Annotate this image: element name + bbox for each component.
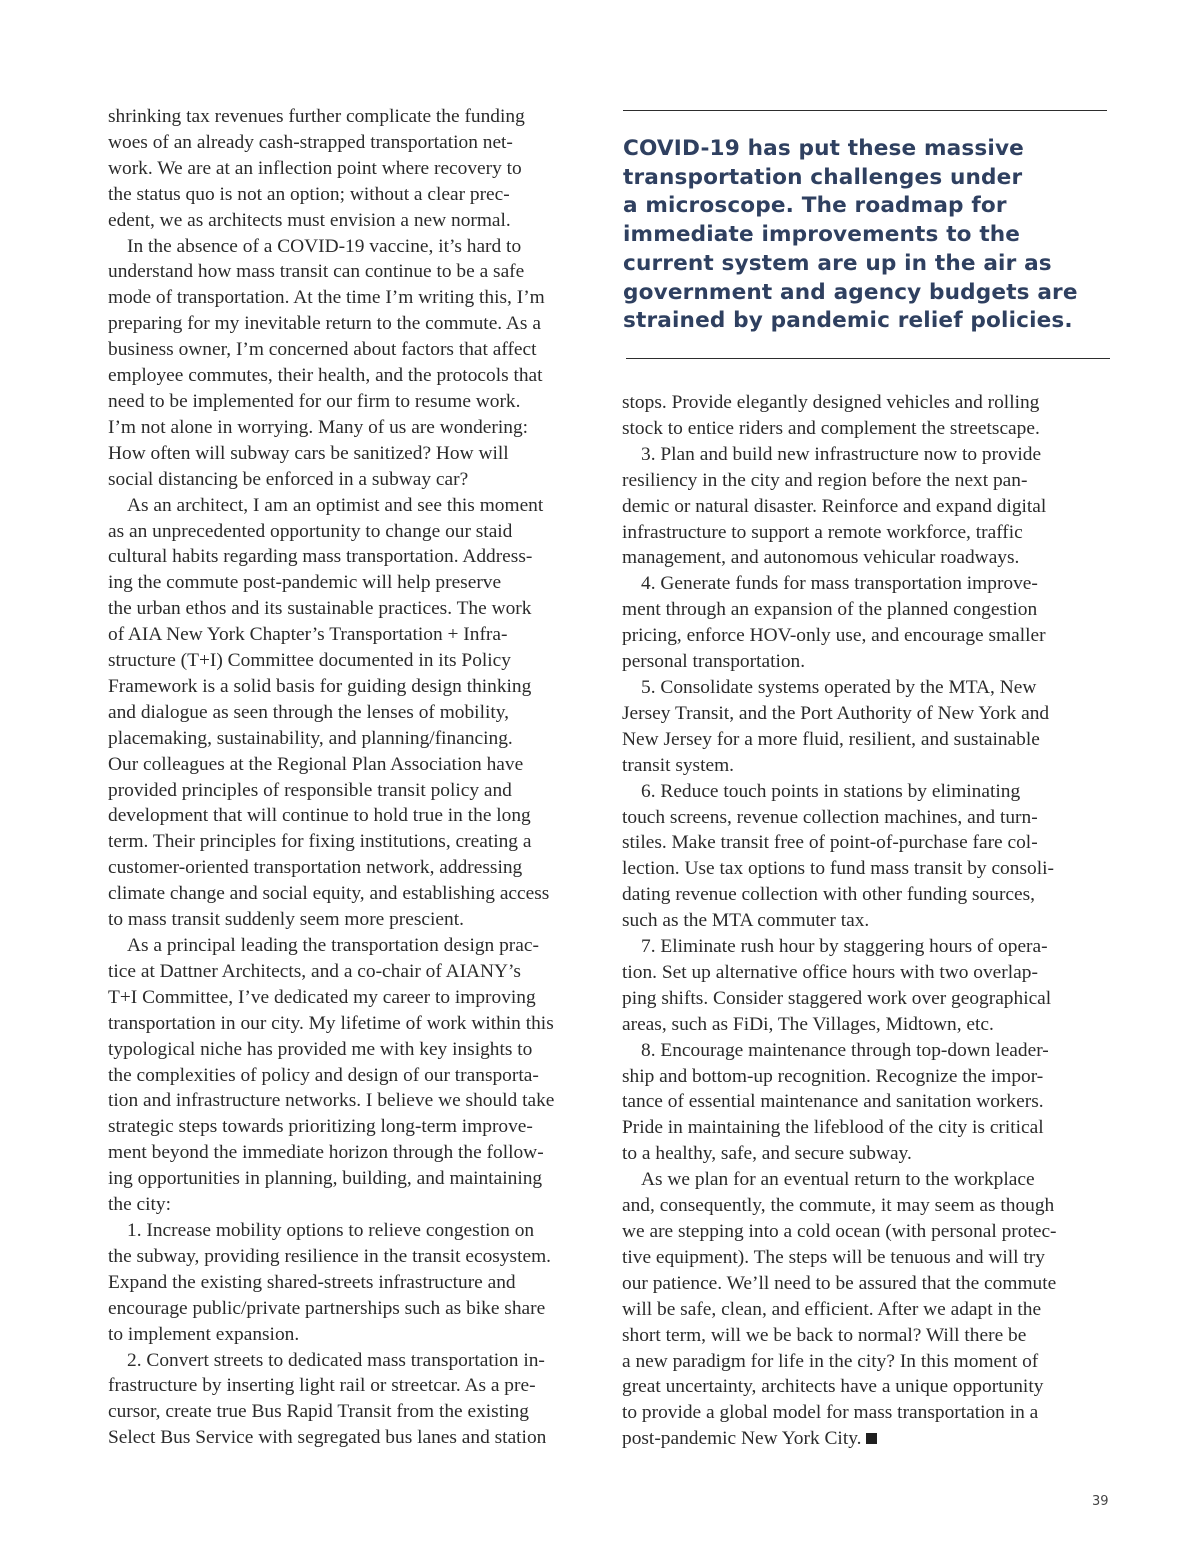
text-line: such as the MTA commuter tax. xyxy=(622,910,870,932)
text-line: cursor, create true Bus Rapid Transit from the existing xyxy=(108,1401,529,1423)
text-line: mode of transportation. At the time I’m writing this, I’m xyxy=(108,287,545,309)
text-line: provided principles of responsible transit policy and xyxy=(108,779,512,801)
text-line: climate change and social equity, and establishing access xyxy=(108,883,550,905)
text-line: to a healthy, safe, and secure subway. xyxy=(622,1143,912,1165)
text-line: we are stepping into a cold ocean (with personal protec- xyxy=(622,1221,1057,1242)
paragraph xyxy=(108,933,583,1218)
text-line: edent, we as architects must envision a new normal. xyxy=(108,209,511,231)
text-line: How often will subway cars be sanitized? How will xyxy=(108,442,509,464)
paragraph xyxy=(622,1038,1094,1168)
text-line: need to be implemented for our firm to resume work. xyxy=(108,390,521,412)
text-line: term. Their principles for fixing institutions, creating a xyxy=(108,831,532,853)
text-line: dating revenue collection with other funding sources, xyxy=(622,884,1036,906)
text-line: work. We are at an inflection point where recovery to xyxy=(108,157,522,179)
paragraph xyxy=(108,1348,583,1452)
page-number: 39 xyxy=(1092,1494,1109,1509)
text-line: 2. Convert streets to dedicated mass transportation in- xyxy=(127,1349,545,1371)
pull-quote xyxy=(623,135,1103,336)
text-line: employee commutes, their health, and the protocols that xyxy=(108,365,543,387)
text-line: 8. Encourage maintenance through top-down leader- xyxy=(641,1039,1049,1061)
text-line: will be safe, clean, and efficient. After we adapt in the xyxy=(622,1298,1042,1320)
text-line: post-pandemic New York City. xyxy=(622,1428,862,1450)
text-line: ing opportunities in planning, building, and maintaining xyxy=(108,1168,543,1190)
text-line: as an unprecedented opportunity to change our staid xyxy=(108,520,513,542)
text-line: transit system. xyxy=(622,754,735,776)
text-line: 5. Consolidate systems operated by the MTA, New xyxy=(641,676,1037,698)
text-line: transportation in our city. My lifetime of work within this xyxy=(108,1012,554,1034)
text-line: ing the commute post-pandemic will help preserve xyxy=(108,572,502,594)
paragraph xyxy=(622,390,1094,442)
text-line: short term, will we be back to normal? Will there be xyxy=(622,1324,1027,1346)
pull-quote-bottom-rule xyxy=(626,358,1110,359)
text-line: 6. Reduce touch points in stations by eliminating xyxy=(641,780,1021,802)
text-line: stock to entice riders and complement the streetscape. xyxy=(622,417,1040,439)
text-line: understand how mass transit can continue to be a safe xyxy=(108,261,525,283)
text-line: the status quo is not an option; without a clear prec- xyxy=(108,183,510,205)
text-line: shrinking tax revenues further complicate the funding xyxy=(108,106,525,127)
text-line: customer-oriented transportation network, addressing xyxy=(108,857,523,879)
text-line: ment through an expansion of the planned congestion xyxy=(622,599,1038,621)
pull-quote-line: immediate improvements to the xyxy=(623,222,1021,248)
text-line: demic or natural disaster. Reinforce and expand digital xyxy=(622,495,1047,517)
text-line: the subway, providing resilience in the transit ecosystem. xyxy=(108,1245,552,1267)
text-line: a new paradigm for life in the city? In this moment of xyxy=(622,1350,1039,1372)
text-line: New Jersey for a more fluid, resilient, and sustainable xyxy=(622,728,1040,750)
text-line: to mass transit suddenly seem more prescient. xyxy=(108,909,464,931)
text-line: tive equipment). The steps will be tenuous and will try xyxy=(622,1246,1045,1268)
text-line: the city: xyxy=(108,1194,172,1216)
text-line: structure (T+I) Committee documented in its Policy xyxy=(108,650,511,672)
text-line: Framework is a solid basis for guiding design thinking xyxy=(108,675,532,697)
text-line: typological niche has provided me with key insights to xyxy=(108,1038,533,1060)
pull-quote-line: strained by pandemic relief policies. xyxy=(623,308,1073,334)
pull-quote-top-rule xyxy=(623,110,1107,111)
text-line: stiles. Make transit free of point-of-purchase fare col- xyxy=(622,832,1038,854)
text-line: preparing for my inevitable return to the commute. As a xyxy=(108,313,541,335)
text-line: Jersey Transit, and the Port Authority of New York and xyxy=(622,702,1050,724)
paragraph xyxy=(622,934,1094,1038)
text-line: Our colleagues at the Regional Plan Association have xyxy=(108,753,524,775)
text-line: 4. Generate funds for mass transportation improve- xyxy=(641,573,1038,595)
last-line xyxy=(622,1426,1094,1452)
pull-quote-line: COVID-19 has put these massive xyxy=(623,136,1024,161)
end-of-article-square-icon xyxy=(866,1433,877,1444)
paragraph xyxy=(622,675,1094,779)
text-line: ship and bottom-up recognition. Recognize the impor- xyxy=(622,1065,1044,1087)
text-line: As an architect, I am an optimist and see this moment xyxy=(127,494,544,516)
text-line: infrastructure to support a remote workforce, traffic xyxy=(622,521,1023,543)
text-line: the complexities of policy and design of our transporta- xyxy=(108,1064,539,1086)
text-line: I’m not alone in worrying. Many of us are wondering: xyxy=(108,416,529,438)
text-line: As a principal leading the transportation design prac- xyxy=(127,935,539,956)
text-line: Expand the existing shared-streets infrastructure and xyxy=(108,1271,516,1293)
text-line: tance of essential maintenance and sanitation workers. xyxy=(622,1091,1044,1113)
text-line: encourage public/private partnerships such as bike share xyxy=(108,1297,546,1319)
pull-quote-line: government and agency budgets are xyxy=(623,279,1078,305)
text-line: Select Bus Service with segregated bus lanes and station xyxy=(108,1427,547,1449)
text-line: frastructure by inserting light rail or streetcar. As a pre- xyxy=(108,1375,536,1397)
paragraph xyxy=(622,442,1094,572)
text-line: resiliency in the city and region before the next pan- xyxy=(622,469,1028,491)
text-line: ment beyond the immediate horizon through the follow- xyxy=(108,1142,544,1164)
text-line: As we plan for an eventual return to the workplace xyxy=(641,1169,1035,1191)
left-text-column xyxy=(108,104,583,1451)
text-line: placemaking, sustainability, and planning/financing. xyxy=(108,727,513,749)
text-line: tion. Set up alternative office hours with two overlap- xyxy=(622,961,1038,983)
paragraph xyxy=(108,493,583,933)
pull-quote-line: current system are up in the air as xyxy=(623,250,1052,276)
pull-quote-line: transportation challenges under xyxy=(623,164,1023,190)
text-line: of AIA New York Chapter’s Transportation + Infra- xyxy=(108,624,508,646)
text-line: business owner, I’m concerned about factors that affect xyxy=(108,339,537,361)
paragraph xyxy=(622,779,1094,934)
text-line: lection. Use tax options to fund mass transit by consoli- xyxy=(622,858,1054,880)
text-line: touch screens, revenue collection machines, and turn- xyxy=(622,806,1038,828)
text-line: T+I Committee, I’ve dedicated my career to improving xyxy=(108,986,536,1008)
text-line: the urban ethos and its sustainable practices. The work xyxy=(108,598,532,620)
text-line: to provide a global model for mass transportation in a xyxy=(622,1402,1039,1424)
text-line: great uncertainty, architects have a unique opportunity xyxy=(622,1376,1044,1398)
text-line: cultural habits regarding mass transportation. Address- xyxy=(108,546,533,568)
text-line: our patience. We’ll need to be assured that the commute xyxy=(622,1272,1057,1294)
text-line: and dialogue as seen through the lenses of mobility, xyxy=(108,701,510,723)
text-line: In the absence of a COVID-19 vaccine, it’s hard to xyxy=(127,235,522,257)
paragraph xyxy=(108,104,583,234)
text-line: development that will continue to hold true in the long xyxy=(108,805,531,827)
text-line: and, consequently, the commute, it may seem as though xyxy=(622,1195,1055,1217)
text-line: to implement expansion. xyxy=(108,1323,300,1345)
text-line: tion and infrastructure networks. I believe we should take xyxy=(108,1090,555,1112)
text-line: tice at Dattner Architects, and a co-chair of AIANY’s xyxy=(108,960,521,982)
text-line: personal transportation. xyxy=(622,651,806,673)
text-line: woes of an already cash-strapped transportation net- xyxy=(108,131,513,153)
text-line: 7. Eliminate rush hour by staggering hours of opera- xyxy=(641,936,1048,958)
right-text-column xyxy=(622,390,1094,1452)
text-line: pricing, enforce HOV-only use, and encourage smaller xyxy=(622,625,1046,647)
text-line: social distancing be enforced in a subway car? xyxy=(108,468,469,490)
text-line: stops. Provide elegantly designed vehicles and rolling xyxy=(622,392,1040,413)
paragraph xyxy=(108,234,583,493)
text-line: management, and autonomous vehicular roadways. xyxy=(622,547,1020,569)
text-line: Pride in maintaining the lifeblood of the city is critical xyxy=(622,1117,1044,1139)
text-line: strategic steps towards prioritizing long-term improve- xyxy=(108,1116,533,1138)
text-line: areas, such as FiDi, The Villages, Midtown, etc. xyxy=(622,1013,994,1035)
text-line: 1. Increase mobility options to relieve congestion on xyxy=(127,1219,535,1241)
paragraph xyxy=(622,571,1094,675)
text-line: ping shifts. Consider staggered work over geographical xyxy=(622,987,1052,1009)
text-line: 3. Plan and build new infrastructure now to provide xyxy=(641,443,1042,465)
pull-quote-line: a microscope. The roadmap for xyxy=(623,193,1007,219)
paragraph xyxy=(108,1218,583,1348)
paragraph xyxy=(622,1167,1094,1452)
